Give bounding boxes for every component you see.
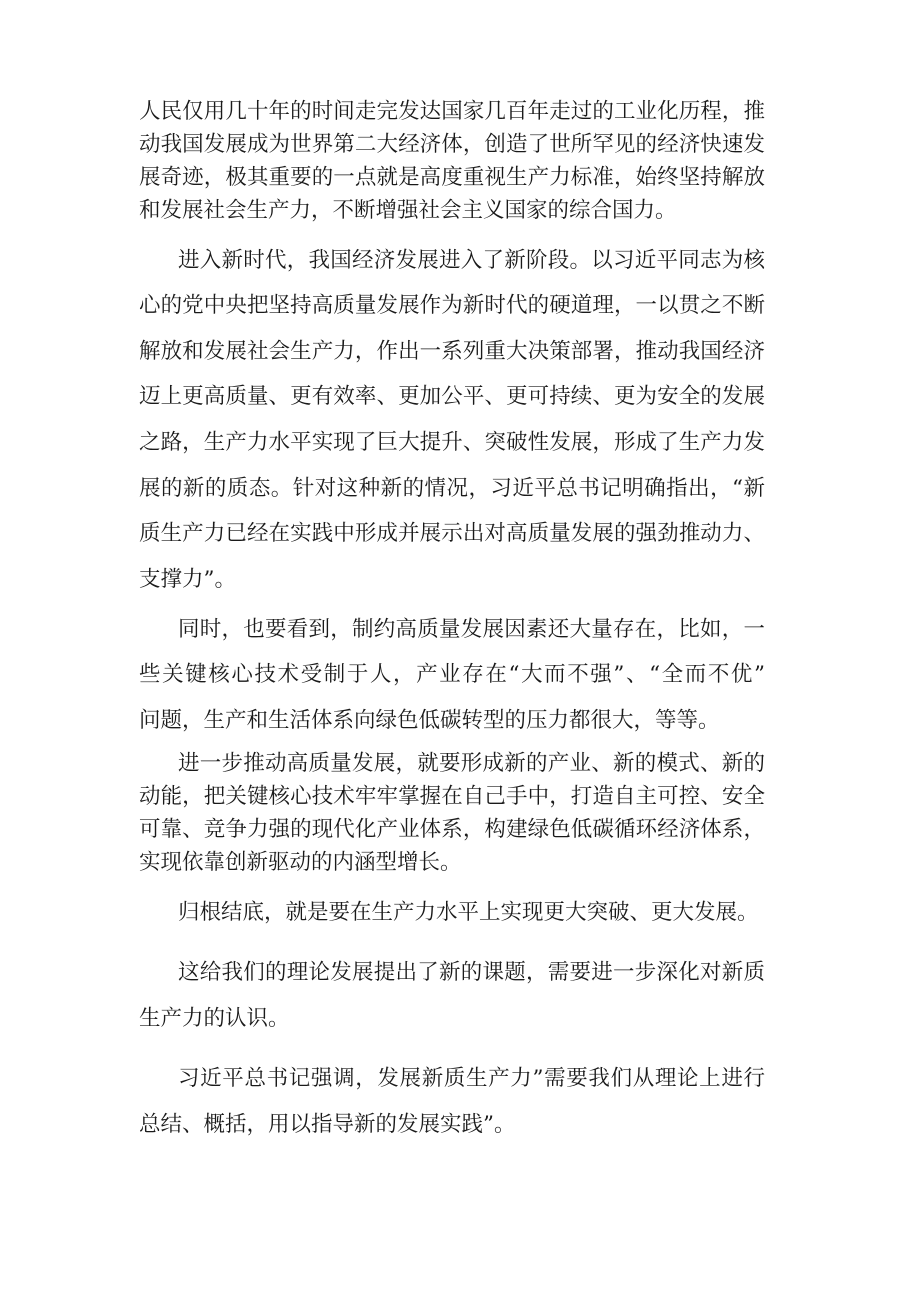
text-line: 动能，把关键核心技术牢牢掌握在自己手中，打造自主可控、安全: [139, 784, 765, 809]
text-line: 些关键核心技术受制于人，产业存在“大而不强”、“全而不优”: [139, 662, 765, 687]
text-line: 之路，生产力水平实现了巨大提升、突破性发展，形成了生产力发: [139, 430, 765, 455]
text-line: 问题，生产和生活体系向绿色低碳转型的压力都很大，等等。: [139, 708, 720, 733]
text-line: 支撑力”。: [139, 567, 236, 592]
text-line: 展奇迹，极其重要的一点就是高度重视生产力标准，始终坚持解放: [139, 165, 765, 190]
text-line: 归根结底，就是要在生产力水平上实现更大突破、更大发展。: [178, 900, 759, 925]
text-line: 质生产力已经在实践中形成并展示出对高质量发展的强劲推动力、: [139, 521, 765, 546]
text-line: 心的党中央把坚持高质量发展作为新时代的硬道理，一以贯之不断: [139, 293, 765, 318]
text-line: 生产力的认识。: [139, 1006, 290, 1031]
text-line: 人民仅用几十年的时间走完发达国家几百年走过的工业化历程，推: [139, 99, 765, 124]
text-line: 习近平总书记强调，发展新质生产力”需要我们从理论上进行: [178, 1066, 765, 1091]
text-line: 解放和发展社会生产力，作出一系列重大决策部署，推动我国经济: [139, 339, 765, 364]
text-line: 和发展社会生产力，不断增强社会主义国家的综合国力。: [139, 198, 677, 223]
text-line: 这给我们的理论发展提出了新的课题，需要进一步深化对新质: [178, 960, 765, 985]
text-line: 进入新时代，我国经济发展进入了新阶段。以习近平同志为核: [178, 248, 765, 273]
text-line: 动我国发展成为世界第二大经济体，创造了世所罕见的经济快速发: [139, 132, 765, 157]
text-line: 展的新的质态。针对这种新的情况，习近平总书记明确指出，“新: [139, 476, 765, 501]
text-line: 实现依靠创新驱动的内涵型增长。: [139, 850, 462, 875]
text-line: 同时，也要看到，制约高质量发展因素还大量存在，比如，一: [178, 617, 765, 642]
text-line: 总结、概括，用以指导新的发展实践”。: [139, 1112, 516, 1137]
text-line: 迈上更高质量、更有效率、更加公平、更可持续、更为安全的发展: [139, 384, 765, 409]
text-line: 可靠、竞争力强的现代化产业体系，构建绿色低碳循环经济体系，: [139, 817, 765, 842]
text-line: 进一步推动高质量发展，就要形成新的产业、新的模式、新的: [178, 751, 765, 776]
